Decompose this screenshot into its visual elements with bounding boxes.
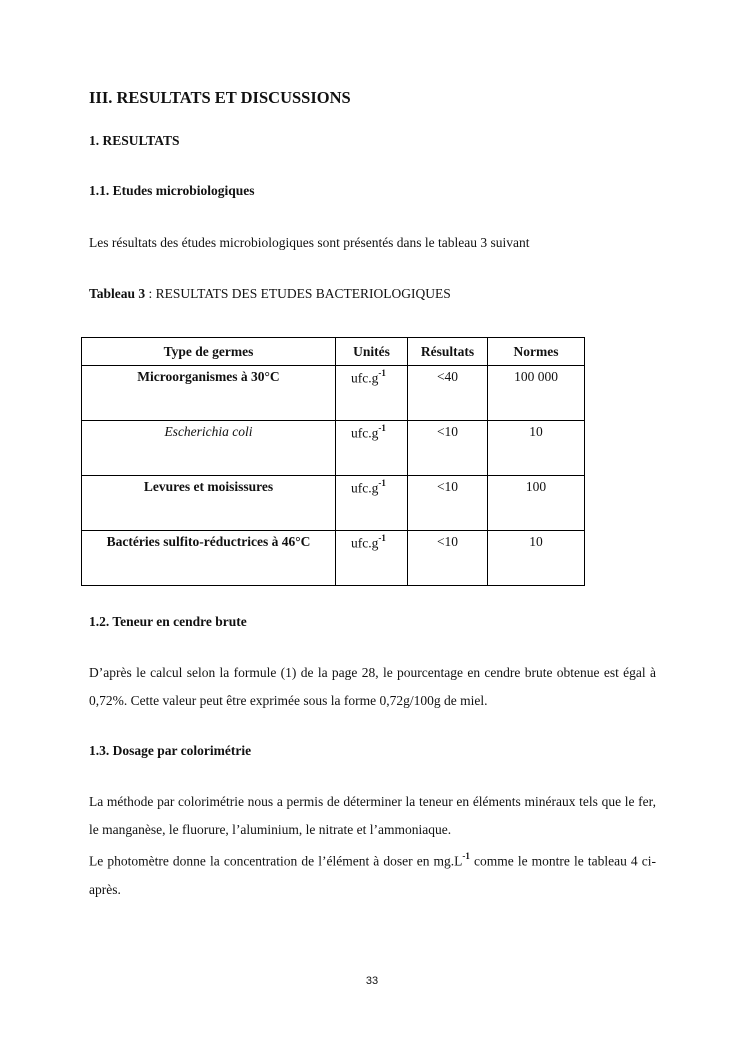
header-norms: Normes	[488, 338, 585, 366]
photometer-text-before: Le photomètre donne la concentration de l’élément à doser en mg.L	[89, 853, 463, 869]
germ-cell: Microorganismes à 30°C	[82, 366, 336, 421]
photometer-exponent: -1	[462, 851, 470, 861]
table-caption-text: : RESULTATS DES ETUDES BACTERIOLOGIQUES	[145, 286, 451, 301]
unit-exponent: -1	[378, 368, 386, 378]
section-title: III. RESULTATS ET DISCUSSIONS	[89, 88, 351, 107]
photometer-text-after: comme le montre le tableau 4 ci-après.	[89, 853, 656, 897]
subsection-heading-cendre: 1.2. Teneur en cendre brute	[89, 614, 247, 629]
unit-cell	[336, 531, 408, 586]
subsection-heading-microbiologie: 1.1. Etudes microbiologiques	[89, 183, 255, 198]
table-row	[82, 476, 585, 531]
result-cell: <10	[408, 421, 488, 476]
result-cell: <10	[408, 531, 488, 586]
photometer-paragraph	[89, 843, 656, 904]
unit-cell	[336, 476, 408, 531]
germ-cell: Escherichia coli	[82, 421, 336, 476]
germ-cell: Levures et moisissures	[82, 476, 336, 531]
unit-text: ufc.g	[351, 425, 379, 441]
result-cell: <10	[408, 476, 488, 531]
table-row	[82, 366, 585, 421]
header-germ-type: Type de germes	[82, 338, 336, 366]
result-cell: <40	[408, 366, 488, 421]
unit-text: ufc.g	[351, 370, 379, 386]
unit-exponent: -1	[378, 478, 386, 488]
table-caption-label: Tableau 3	[89, 286, 146, 301]
unit-cell	[336, 421, 408, 476]
table-header-row	[82, 338, 585, 366]
subsection-heading-colorimetrie: 1.3. Dosage par colorimétrie	[89, 743, 252, 758]
unit-exponent: -1	[378, 533, 386, 543]
intro-paragraph: Les résultats des études microbiologiques sont présentés dans le tableau 3 suivant	[89, 235, 530, 250]
table-row	[82, 421, 585, 476]
unit-text: ufc.g	[351, 480, 379, 496]
page-number: 33	[365, 975, 379, 987]
header-units: Unités	[336, 338, 408, 366]
norm-cell: 10	[488, 531, 585, 586]
ash-paragraph: D’après le calcul selon la formule (1) de la page 28, le pourcentage en cendre brute obtenue est égal à 0,72%. Cette valeur peut être exprimée sous la forme 0,72g/100g de miel.	[89, 665, 656, 708]
colorimetry-paragraph: La méthode par colorimétrie nous a permis de déterminer la teneur en éléments minéraux tels que le fer, le manganèse, le fluorure, l’aluminium, le nitrate et l’ammoniaque.	[89, 794, 656, 837]
header-results: Résultats	[408, 338, 488, 366]
norm-cell: 100 000	[488, 366, 585, 421]
table-caption	[89, 286, 451, 302]
results-table	[81, 337, 585, 586]
norm-cell: 10	[488, 421, 585, 476]
unit-cell	[336, 366, 408, 421]
unit-text: ufc.g	[351, 535, 379, 551]
unit-exponent: -1	[378, 423, 386, 433]
germ-cell: Bactéries sulfito-réductrices à 46°C	[82, 531, 336, 586]
table-row	[82, 531, 585, 586]
norm-cell: 100	[488, 476, 585, 531]
subsection-heading-resultats: 1. RESULTATS	[89, 133, 180, 148]
